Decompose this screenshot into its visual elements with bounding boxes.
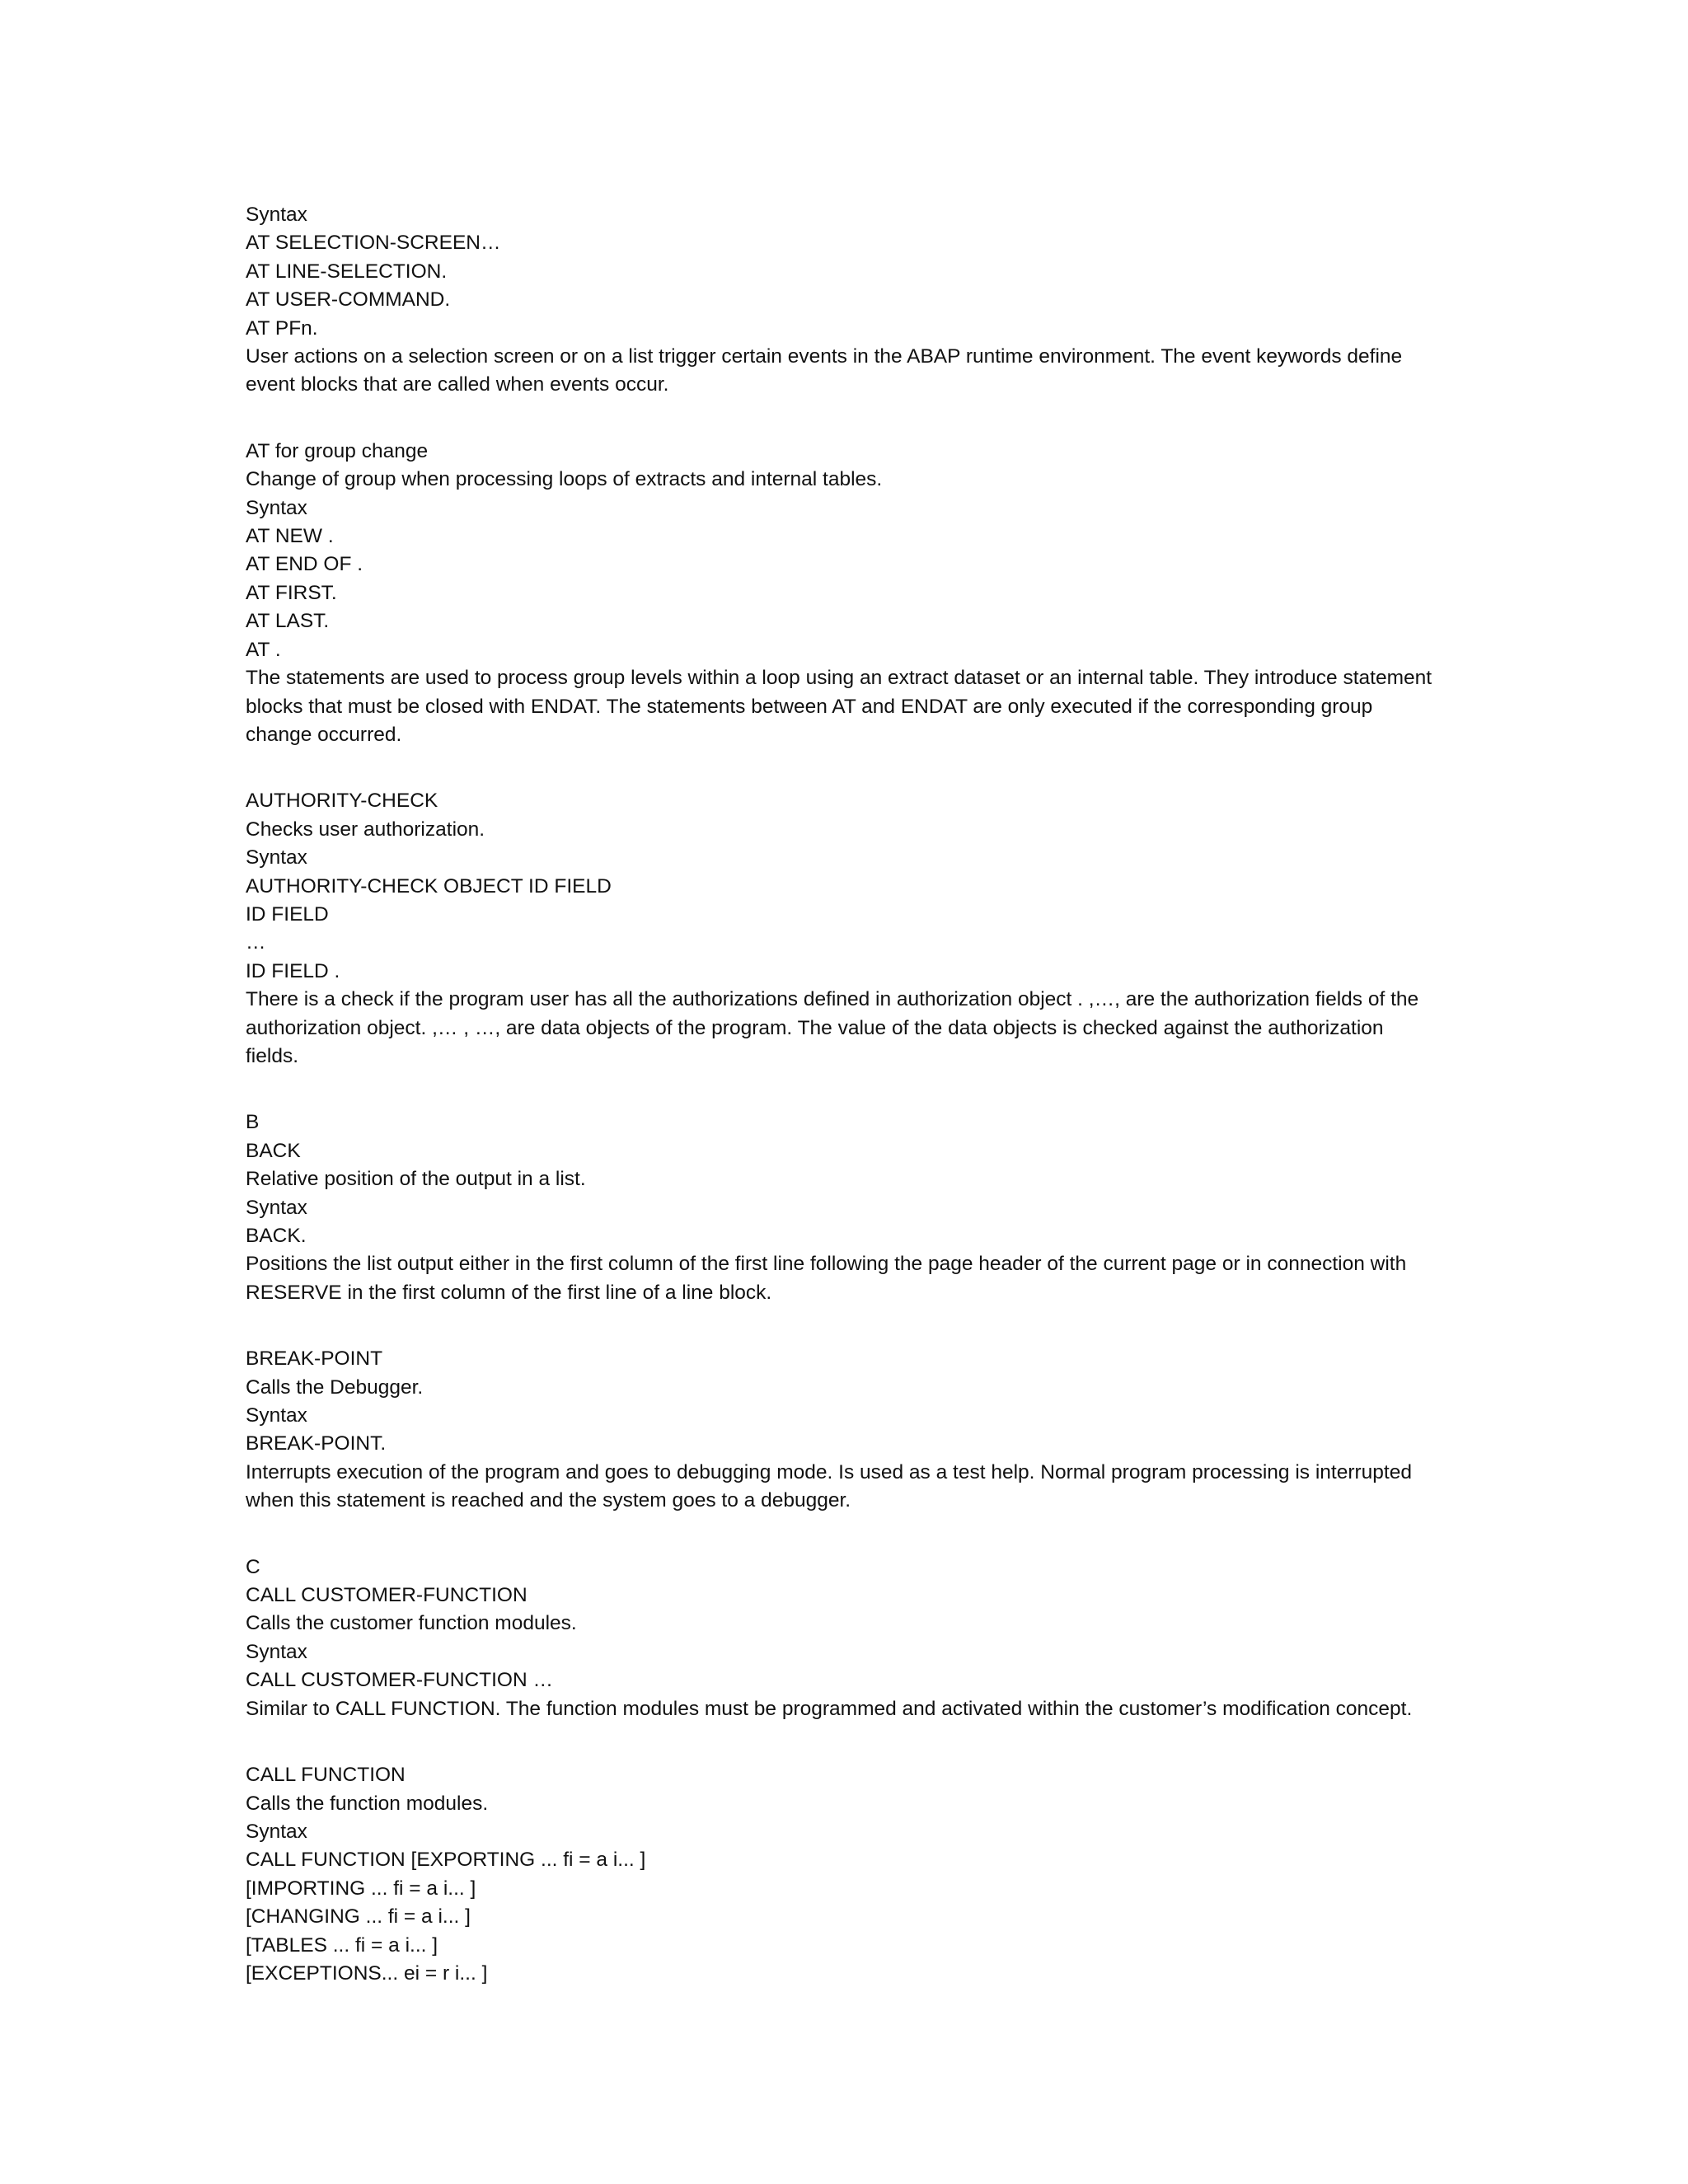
- text-line: Syntax: [246, 1820, 307, 1843]
- text-line: AT USER-COMMAND.: [246, 288, 451, 312]
- text-line: Checks user authorization.: [246, 818, 485, 841]
- text-line: [CHANGING ... fi = a i... ]: [246, 1905, 471, 1929]
- text-line: AT FIRST.: [246, 581, 337, 604]
- text-line: Syntax: [246, 1196, 307, 1219]
- text-line: [EXCEPTIONS... ei = r i... ]: [246, 1961, 488, 1985]
- text-line: BREAK-POINT.: [246, 1432, 387, 1455]
- text-line: CALL FUNCTION [EXPORTING ... fi = a i... ]: [246, 1849, 646, 1872]
- section-call-function: [246, 1761, 1441, 1988]
- letter-heading: C: [246, 1555, 260, 1578]
- text-line: AT PFn.: [246, 316, 318, 340]
- document-page: [246, 201, 1441, 2026]
- text-line: AT END OF .: [246, 553, 363, 576]
- text-line: AT SELECTION-SCREEN…: [246, 232, 501, 255]
- text-line: AT LINE-SELECTION.: [246, 260, 448, 283]
- text-line: [IMPORTING ... fi = a i... ]: [246, 1877, 476, 1900]
- text-line: Syntax: [246, 846, 307, 869]
- section-heading: BREAK-POINT: [246, 1347, 383, 1371]
- text-line: BACK.: [246, 1225, 307, 1247]
- text-line: Syntax: [246, 496, 307, 519]
- section-at-events: [246, 201, 1441, 400]
- section-authority-check: [246, 787, 1441, 1071]
- text-line: Calls the customer function modules.: [246, 1612, 577, 1635]
- section-heading: CALL FUNCTION: [246, 1764, 406, 1787]
- text-line: Syntax: [246, 1404, 307, 1427]
- text-line: [TABLES ... fi = a i... ]: [246, 1933, 438, 1957]
- description-paragraph: Positions the list output either in the first column of the first line following the page header of the current page or in connection with RESERVE in the first column of the first line of a line block.: [246, 1253, 1407, 1304]
- text-line: ID FIELD .: [246, 959, 340, 982]
- text-line: Syntax: [246, 1640, 307, 1663]
- description-paragraph: Similar to CALL FUNCTION. The function modules must be programmed and activated within the customer’s modification concept.: [246, 1697, 1413, 1720]
- text-line: AUTHORITY-CHECK OBJECT ID FIELD: [246, 874, 612, 898]
- section-break-point: [246, 1345, 1441, 1515]
- description-paragraph: Interrupts execution of the program and goes to debugging mode. Is used as a test help. Normal program processing is interrupted when this statement is reached and the system goes to a debugger.: [246, 1460, 1412, 1512]
- section-at-group-change: [246, 438, 1441, 749]
- letter-heading: B: [246, 1111, 260, 1134]
- text-line: …: [246, 931, 266, 954]
- text-line: Syntax: [246, 204, 307, 226]
- section-heading: BACK: [246, 1139, 301, 1162]
- section-heading: AUTHORITY-CHECK: [246, 790, 438, 813]
- text-line: CALL CUSTOMER-FUNCTION …: [246, 1669, 553, 1692]
- section-heading: AT for group change: [246, 439, 429, 462]
- section-heading: CALL CUSTOMER-FUNCTION: [246, 1584, 528, 1607]
- text-line: Relative position of the output in a list.: [246, 1168, 586, 1191]
- text-line: Change of group when processing loops of extracts and internal tables.: [246, 468, 883, 491]
- section-call-customer-function: [246, 1554, 1441, 1723]
- section-back: [246, 1108, 1441, 1307]
- text-line: Calls the Debugger.: [246, 1376, 424, 1399]
- text-line: AT .: [246, 638, 281, 661]
- text-line: AT NEW .: [246, 525, 334, 548]
- description-paragraph: User actions on a selection screen or on a list trigger certain events in the ABAP runtime environment. The event keywords define event blocks that are called when events occur.: [246, 345, 1403, 396]
- description-paragraph: The statements are used to process group levels within a loop using an extract dataset or an internal table. They introduce statement blocks that must be closed with ENDAT. The statements between AT and ENDAT are only executed if the corresponding group change occurred.: [246, 667, 1432, 746]
- text-line: Calls the function modules.: [246, 1792, 489, 1815]
- text-line: AT LAST.: [246, 610, 330, 633]
- description-paragraph: There is a check if the program user has all the authorizations defined in authorization object . ,…, are the authorization fields of the authorization object. ,… , …, are data objects of the program. The value of the data objects is checked against the authorization fields.: [246, 988, 1419, 1067]
- text-line: ID FIELD: [246, 902, 329, 926]
